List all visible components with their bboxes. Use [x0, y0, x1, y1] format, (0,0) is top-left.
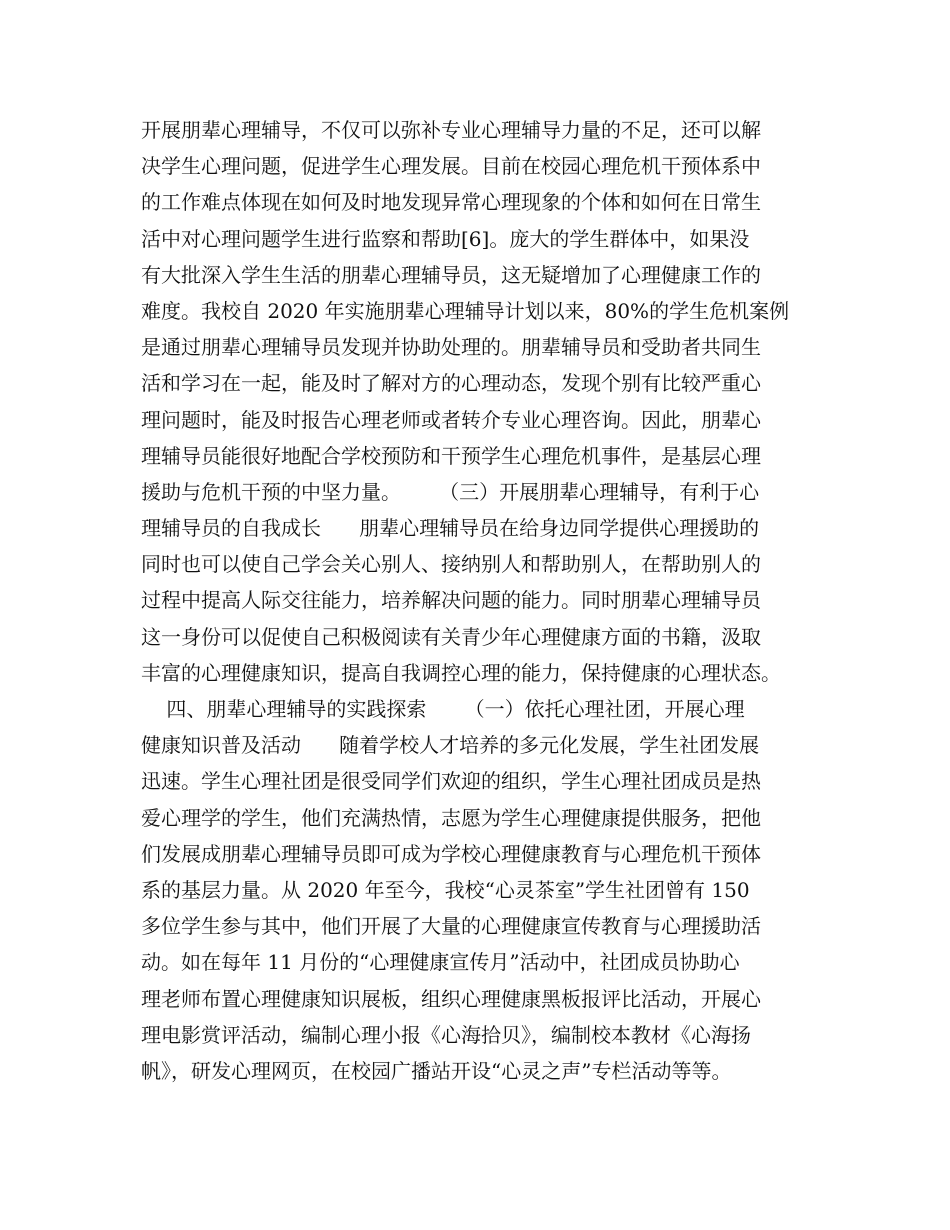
text-line: 是通过朋辈心理辅导员发现并协助处理的。朋辈辅导员和受助者共同生: [141, 335, 761, 360]
text-line: 多位学生参与其中，他们开展了大量的心理健康宣传教育与心理援助活: [141, 914, 761, 939]
text-line: 迅速。学生心理社团是很受同学们欢迎的组织，学生心理社团成员是热: [141, 769, 761, 794]
text-line: 动。如在每年 11 月份的“心理健康宣传月”活动中，社团成员协助心: [141, 950, 740, 975]
text-line: 过程中提高人际交往能力，培养解决问题的能力。同时朋辈心理辅导员: [141, 588, 761, 613]
text-line: 活中对心理问题学生进行监察和帮助[6]。庞大的学生群体中，如果没: [141, 226, 750, 251]
text-line: 同时也可以使自己学会关心别人、接纳别人和帮助别人，在帮助别人的: [141, 552, 761, 577]
text-line: 的工作难点体现在如何及时地发现异常心理现象的个体和如何在日常生: [141, 190, 761, 215]
text-line: 四、朋辈心理辅导的实践探索 （一）依托心理社团，开展心理: [141, 697, 745, 721]
text-line: 活和学习在一起，能及时了解对方的心理动态，发现个别有比较严重心: [141, 371, 761, 396]
text-line: 爱心理学的学生，他们充满热情，志愿为学生心理健康提供服务，把他: [141, 805, 761, 830]
text-line: 们发展成朋辈心理辅导员即可成为学校心理健康教育与心理危机干预体: [141, 841, 761, 866]
text-line: 健康知识普及活动 随着学校人才培养的多元化发展，学生社团发展: [141, 733, 760, 758]
text-line: 丰富的心理健康知识，提高自我调控心理的能力，保持健康的心理状态。: [141, 660, 781, 685]
text-line: 帆》，研发心理网页，在校园广播站开设“心灵之声”专栏活动等等。: [141, 1058, 732, 1083]
text-line: 系的基层力量。从 2020 年至今，我校“心灵茶室”学生社团曾有 150: [141, 877, 750, 902]
text-line: 理电影赏评活动，编制心理小报《心海拾贝》，编制校本教材《心海扬: [141, 1022, 751, 1047]
body-text: [141, 112, 821, 1089]
text-line: 这一身份可以促使自己积极阅读有关青少年心理健康方面的书籍，汲取: [141, 624, 761, 649]
text-line: 理问题时，能及时报告心理老师或者转介专业心理咨询。因此，朋辈心: [141, 407, 761, 432]
text-line: 理辅导员能很好地配合学校预防和干预学生心理危机事件，是基层心理: [141, 443, 761, 468]
text-line: 理辅导员的自我成长 朋辈心理辅导员在给身边同学提供心理援助的: [141, 516, 760, 541]
text-line: 理老师布置心理健康知识展板，组织心理健康黑板报评比活动，开展心: [141, 986, 761, 1011]
text-line: 难度。我校自 2020 年实施朋辈心理辅导计划以来，80%的学生危机案例: [141, 298, 790, 323]
text-line: 有大批深入学生生活的朋辈心理辅导员，这无疑增加了心理健康工作的: [141, 262, 761, 287]
text-line: 开展朋辈心理辅导，不仅可以弥补专业心理辅导力量的不足，还可以解: [141, 118, 761, 142]
text-line: 决学生心理问题，促进学生心理发展。目前在校园心理危机干预体系中: [141, 154, 761, 179]
text-line: 援助与危机干预的中坚力量。 （三）开展朋辈心理辅导，有利于心: [141, 479, 760, 504]
